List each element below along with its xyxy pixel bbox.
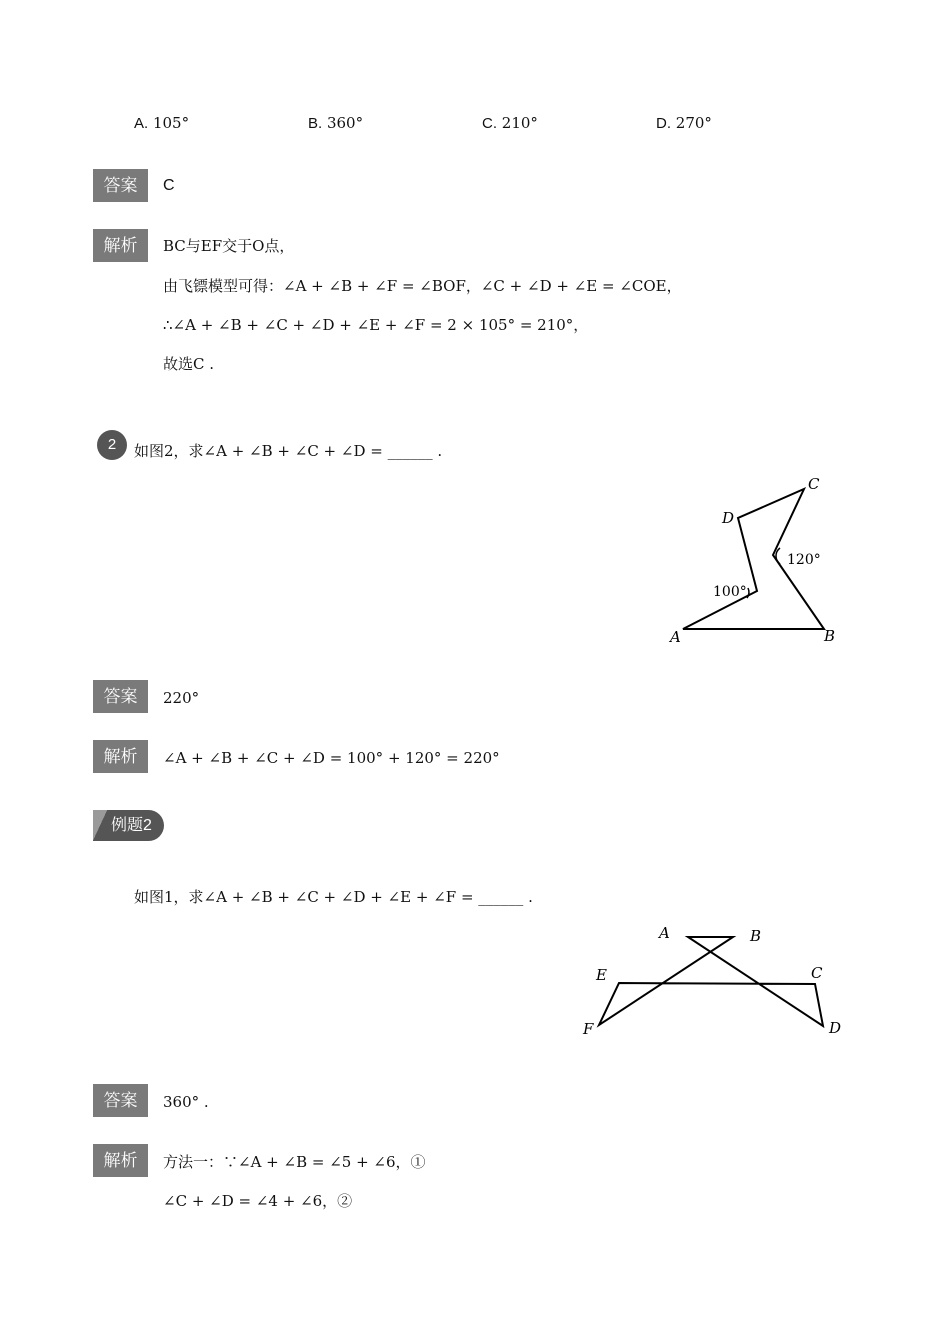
- option-b-label: B.: [308, 115, 323, 132]
- label-b: B: [824, 627, 836, 645]
- answer-text: 220°: [163, 689, 200, 707]
- label-a: A: [670, 628, 681, 646]
- question-text: 如图2，求∠A + ∠B + ∠C + ∠D = ______ .: [134, 442, 443, 460]
- label-d: D: [829, 1019, 842, 1037]
- analysis-line: 由飞镖模型可得：∠A + ∠B + ∠F = ∠BOF，∠C + ∠D + ∠E = ∠COE，: [163, 277, 682, 295]
- label-c: C: [811, 964, 823, 982]
- angle-arc-100: [747, 588, 749, 598]
- option-a: [134, 113, 189, 134]
- label-angle-120: 120°: [787, 552, 821, 568]
- label-c: C: [808, 475, 820, 493]
- option-c-label: C.: [482, 115, 497, 132]
- option-a-value: 105°: [152, 114, 190, 132]
- figure-polygon: [599, 937, 823, 1026]
- geometry-figure-1: [575, 915, 850, 1045]
- label-d: D: [722, 509, 735, 527]
- answer-text: 360° .: [163, 1093, 209, 1111]
- label-e: E: [596, 966, 607, 984]
- analysis-line: BC与EF交于O点，: [163, 237, 295, 255]
- answer-tag: 答案: [93, 680, 148, 713]
- analysis-tag: 解析: [93, 1144, 148, 1177]
- option-c: [482, 113, 538, 134]
- analysis-line: ∴∠A + ∠B + ∠C + ∠D + ∠E + ∠F = 2 × 105° = 210°，: [163, 316, 589, 334]
- analysis-line: 方法一：∵∠A + ∠B = ∠5 + ∠6，①: [163, 1153, 426, 1171]
- option-c-value: 210°: [501, 114, 538, 132]
- label-f: F: [583, 1020, 594, 1038]
- option-b: [308, 113, 363, 134]
- question-number-badge: 2: [97, 430, 127, 460]
- label-a: A: [659, 924, 670, 942]
- geometry-figure-2: [660, 470, 850, 650]
- option-d: [656, 113, 712, 134]
- answer-tag: 答案: [93, 169, 148, 202]
- analysis-tag: 解析: [93, 229, 148, 262]
- analysis-line: ∠C + ∠D = ∠4 + ∠6，②: [163, 1192, 353, 1210]
- option-d-value: 270°: [675, 114, 712, 132]
- analysis-line: 故选C .: [163, 355, 215, 373]
- example-header: [93, 810, 164, 841]
- answer-tag: 答案: [93, 1084, 148, 1117]
- label-angle-100: 100°: [713, 584, 747, 600]
- answer-text: C: [163, 177, 175, 194]
- analysis-line: ∠A + ∠B + ∠C + ∠D = 100° + 120° = 220°: [163, 749, 500, 767]
- analysis-tag: 解析: [93, 740, 148, 773]
- question-text: 如图1，求∠A + ∠B + ∠C + ∠D + ∠E + ∠F = ______ .: [134, 888, 533, 906]
- label-b: B: [750, 927, 762, 945]
- option-d-label: D.: [656, 115, 671, 132]
- option-b-value: 360°: [326, 114, 364, 132]
- example-title: 例题2: [111, 817, 152, 834]
- option-a-label: A.: [134, 115, 149, 132]
